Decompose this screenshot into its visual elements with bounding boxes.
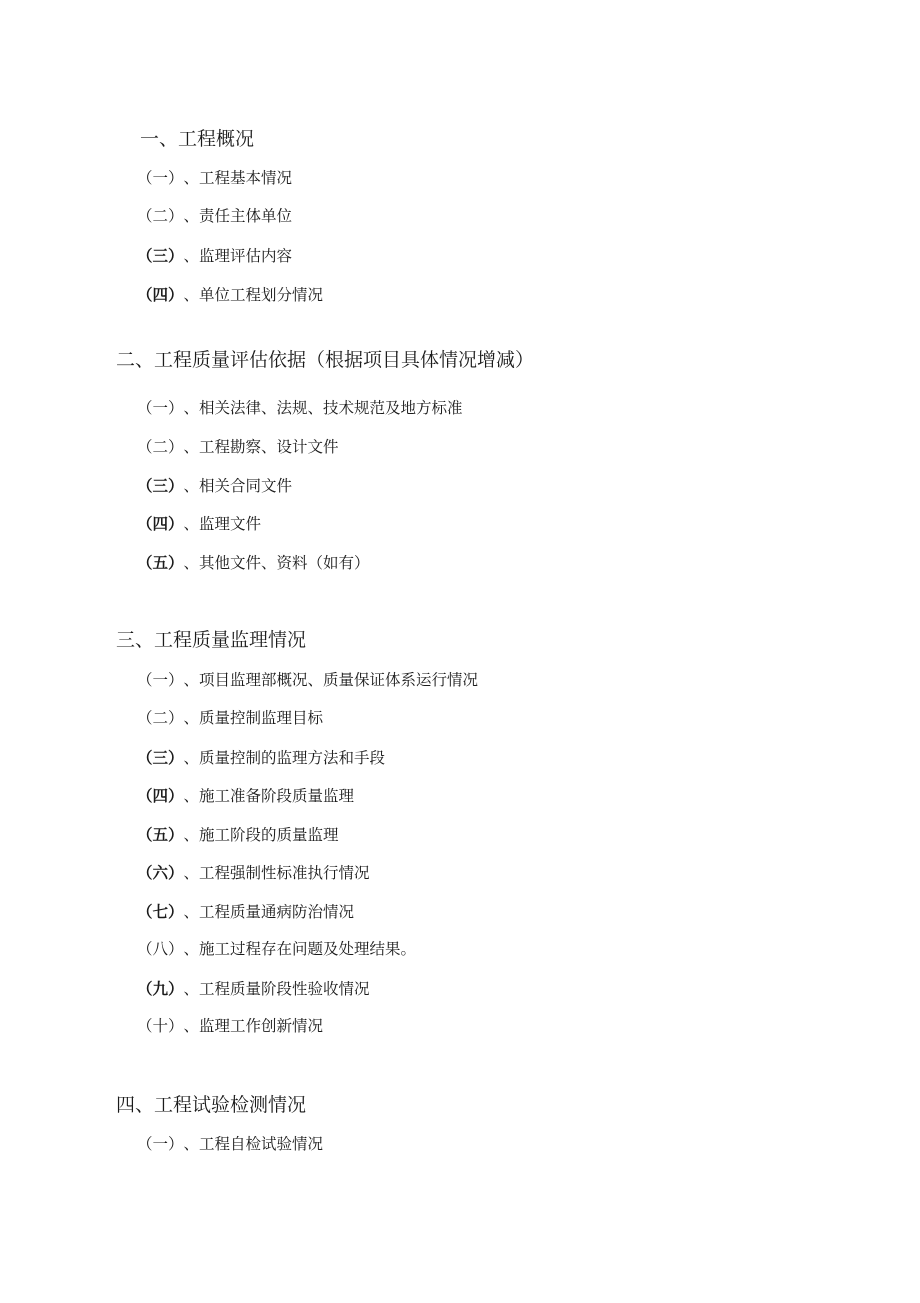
subsection-item <box>137 904 354 921</box>
subsection-marker: （二） <box>137 438 184 456</box>
subsection-marker: （二） <box>137 207 184 225</box>
subsection-marker: （三） <box>137 246 184 265</box>
subsection-marker: （九） <box>137 979 184 998</box>
subsection-item <box>137 711 323 727</box>
section-heading-1: 一、工程概况 <box>140 128 255 150</box>
subsection-text: 、项目监理部概况、质量保证体系运行情况 <box>183 671 479 689</box>
subsection-marker: （四） <box>137 514 184 533</box>
section-heading-3: 三、工程质量监理情况 <box>116 629 307 651</box>
subsection-text: 、工程强制性标准执行情况 <box>183 864 370 882</box>
subsection-text: 、工程自检试验情况 <box>183 1135 324 1153</box>
subsection-marker: （三） <box>137 748 184 767</box>
subsection-item <box>137 942 416 958</box>
subsection-item <box>137 827 339 844</box>
subsection-text: 、施工阶段的质量监理 <box>183 826 339 844</box>
subsection-marker: （一） <box>137 671 184 689</box>
subsection-text: 、质量控制的监理方法和手段 <box>183 749 386 767</box>
subsection-text: 、质量控制监理目标 <box>183 709 324 727</box>
section-heading-2: 二、工程质量评估依据（根据项目具体情况增减） <box>116 349 535 371</box>
subsection-item <box>137 478 292 495</box>
subsection-item <box>137 673 478 689</box>
subsection-marker: （六） <box>137 863 184 882</box>
subsection-text: 、工程质量阶段性验收情况 <box>183 980 370 998</box>
subsection-item <box>137 788 354 805</box>
subsection-text: 、工程质量通病防治情况 <box>183 903 355 921</box>
subsection-item <box>137 248 292 265</box>
subsection-text: 、工程勘察、设计文件 <box>183 438 339 456</box>
subsection-marker: （七） <box>137 902 184 921</box>
subsection-item <box>137 1019 323 1035</box>
subsection-text: 、施工过程存在问题及处理结果。 <box>183 940 417 958</box>
subsection-marker: （一） <box>137 399 184 417</box>
subsection-item <box>137 555 370 572</box>
subsection-text: 、其他文件、资料（如有） <box>183 554 370 572</box>
subsection-marker: （八） <box>137 940 184 958</box>
subsection-text: 、相关法律、法规、技术规范及地方标准 <box>183 399 463 417</box>
subsection-marker: （四） <box>137 285 184 304</box>
subsection-marker: （二） <box>137 709 184 727</box>
subsection-item <box>137 171 292 187</box>
subsection-text: 、监理评估内容 <box>183 247 293 265</box>
subsection-item <box>137 440 339 456</box>
subsection-item <box>137 1137 323 1153</box>
subsection-marker: （五） <box>137 825 184 844</box>
subsection-text: 、相关合同文件 <box>183 477 293 495</box>
subsection-item <box>137 287 323 304</box>
subsection-item <box>137 981 370 998</box>
subsection-marker: （一） <box>137 1135 184 1153</box>
subsection-item <box>137 865 370 882</box>
subsection-item <box>137 401 463 417</box>
subsection-marker: （五） <box>137 553 184 572</box>
subsection-marker: （一） <box>137 169 184 187</box>
subsection-item <box>137 750 385 767</box>
subsection-text: 、监理工作创新情况 <box>183 1017 324 1035</box>
section-heading-4: 四、工程试验检测情况 <box>116 1094 307 1116</box>
subsection-marker: （十） <box>137 1017 184 1035</box>
subsection-text: 、工程基本情况 <box>183 169 293 187</box>
subsection-text: 、监理文件 <box>183 515 262 533</box>
subsection-text: 、责任主体单位 <box>183 207 293 225</box>
subsection-marker: （三） <box>137 476 184 495</box>
subsection-marker: （四） <box>137 786 184 805</box>
subsection-item <box>137 209 292 225</box>
subsection-text: 、施工准备阶段质量监理 <box>183 787 355 805</box>
subsection-item <box>137 516 261 533</box>
subsection-text: 、单位工程划分情况 <box>183 286 324 304</box>
